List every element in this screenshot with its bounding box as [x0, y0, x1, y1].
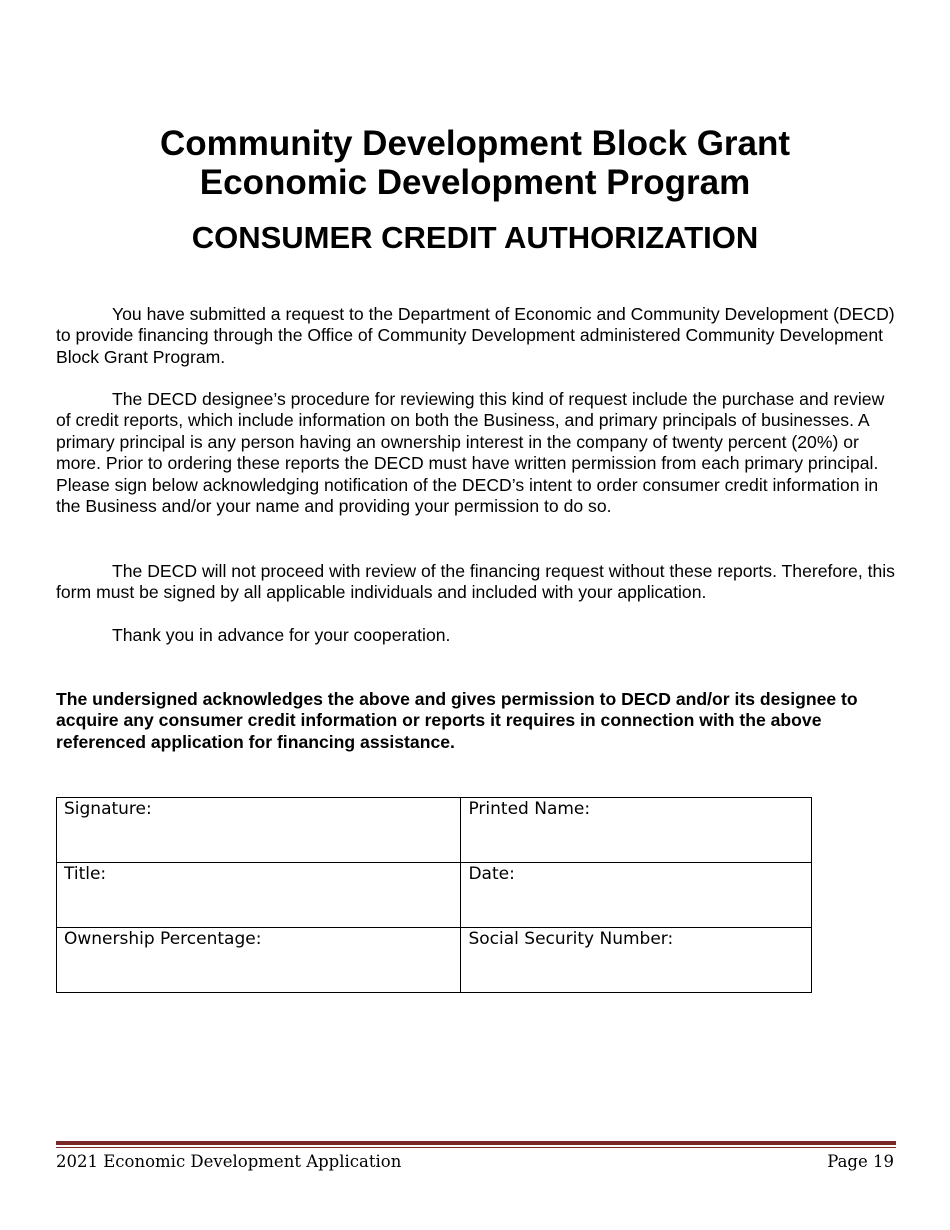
signature-table: [56, 797, 812, 993]
acknowledgement-paragraph: The undersigned acknowledges the above and gives permission to DECD and/or its designee to acquire any consumer credit information or reports it requires in connection with the above referenced application for financing assistance.: [56, 689, 858, 752]
date-label: Date:: [468, 864, 515, 884]
table-row: [57, 928, 812, 993]
thank-you-paragraph: Thank you in advance for your cooperation.: [112, 625, 451, 645]
ssn-label: Social Security Number:: [468, 929, 674, 949]
footer-rule-thick: [56, 1141, 896, 1145]
signature-field[interactable]: [57, 798, 461, 863]
page-title: [0, 124, 950, 202]
ownership-percentage-field[interactable]: [57, 928, 461, 993]
requirement-paragraph: The DECD will not proceed with review of the financing request without these reports. Therefore, this form must be signed by all applicable individuals and included with your application.: [56, 561, 895, 603]
table-row: [57, 863, 812, 928]
footer-rule-thin: [56, 1147, 896, 1148]
table-row: [57, 798, 812, 863]
title-field[interactable]: [57, 863, 461, 928]
printed-name-field[interactable]: [461, 798, 812, 863]
footer-page-number: Page 19: [827, 1152, 894, 1171]
printed-name-label: Printed Name:: [468, 799, 591, 819]
ownership-percentage-label: Ownership Percentage:: [64, 929, 262, 949]
title-line-1: Community Development Block Grant: [159, 124, 791, 163]
date-field[interactable]: [461, 863, 812, 928]
intro-paragraph: You have submitted a request to the Department of Economic and Community Development (DECD) to provide financing through the Office of Community Development administered Community Development Block Grant Program.: [56, 304, 895, 367]
page-subtitle: CONSUMER CREDIT AUTHORIZATION: [191, 220, 759, 255]
title-line-2: Economic Development Program: [199, 163, 751, 202]
footer-document-title: 2021 Economic Development Application: [56, 1152, 402, 1171]
procedure-paragraph: The DECD designee’s procedure for reviewing this kind of request include the purchase and review of credit reports, which include information on both the Business, and primary principals of businesses. A primary principal is any person having an ownership interest in the company of twenty percent (20%) or more. Prior to ordering these reports the DECD must have written permission from each primary principal. Please sign below acknowledging notification of the DECD’s intent to order consumer credit information in the Business and/or your name and providing your permission to do so.: [56, 389, 885, 517]
signature-label: Signature:: [64, 799, 152, 819]
ssn-field[interactable]: [461, 928, 812, 993]
title-label: Title:: [64, 864, 107, 884]
